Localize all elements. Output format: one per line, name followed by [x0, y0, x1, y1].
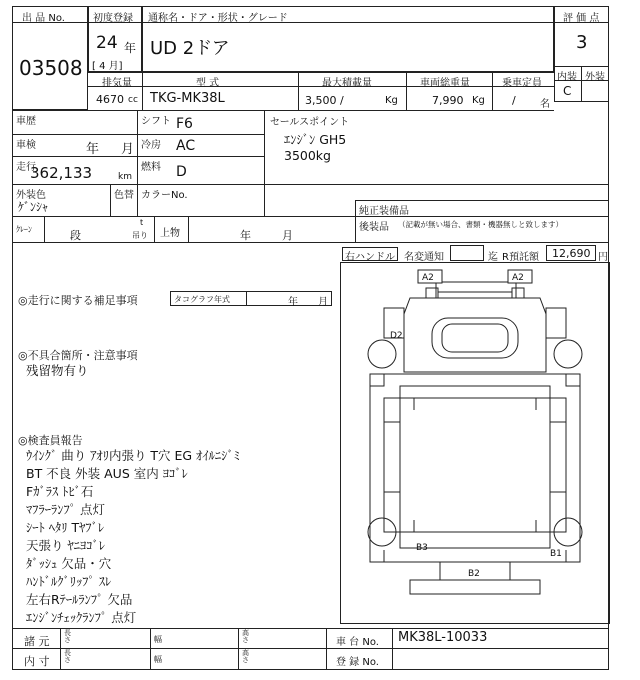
model-name: UD 2ドア: [150, 38, 230, 59]
displacement: 4670: [96, 93, 124, 106]
sales-point-line-1: ｴﾝｼﾞﾝ GH5: [284, 132, 347, 147]
damage-mark: B2: [468, 569, 480, 579]
shift-value: F6: [176, 116, 193, 132]
ac-label: 冷房: [141, 140, 161, 151]
displacement-label: 排気量: [102, 78, 132, 89]
gvw-kg-unit: Kg: [472, 95, 485, 106]
chassis-label: 車 台 No.: [336, 637, 379, 648]
truck-damage-diagram: [340, 262, 610, 624]
exterior-grade-label: 外装: [585, 72, 605, 83]
shift-label: シフト: [141, 116, 171, 127]
inspector-line: 左右Rﾃｰﾙﾗﾝﾌﾟ 欠品: [26, 592, 133, 607]
color-change-label: 色替: [114, 190, 134, 201]
cc-unit: cc: [128, 95, 138, 105]
aftermarket-label: 後装品: [359, 222, 389, 233]
fuel-value: D: [176, 164, 187, 180]
capacity: /: [512, 94, 516, 107]
exterior-color-label: 外装色: [16, 190, 46, 201]
first-reg-year-unit: 年: [124, 41, 137, 55]
first-reg-month: [ 4 月]: [92, 61, 123, 72]
recycle-deposit-label: R預託額: [502, 252, 539, 263]
interior-height-label: 高さ: [242, 649, 249, 664]
rating-value: 3: [576, 32, 588, 53]
model-code-label: 型 式: [196, 78, 220, 89]
defects-label: ◎不具合箇所・注意事項: [18, 349, 138, 362]
gvw-label: 車両総重量: [420, 78, 470, 89]
inspection-year-unit: 年: [86, 142, 100, 157]
damage-mark: D2: [390, 331, 403, 341]
inspector-line: ﾊﾝﾄﾞﾙｸﾞﾘｯﾌﾟ ｽﾚ: [26, 574, 112, 589]
max-load-label: 最大積載量: [322, 78, 372, 89]
right-hand-label: 右ハンドル: [345, 252, 395, 263]
upper-label: 上物: [160, 228, 180, 239]
inspector-line: Fｶﾞﾗｽ ﾄﾋﾞ石: [26, 484, 94, 499]
model-name-label: 通称名・ドア・形状・グレード: [148, 13, 288, 24]
interior-length-label: 長さ: [64, 649, 71, 664]
crane-tsuri: 吊り: [132, 231, 148, 240]
tacho-label: タコグラフ年式: [174, 295, 230, 304]
tacho-year: 年: [288, 297, 298, 308]
first-reg-year: 24: [96, 33, 118, 53]
first-reg-label: 初度登録: [93, 13, 133, 24]
upper-month: 月: [282, 229, 293, 242]
meter-change-label: 名変通知: [404, 252, 444, 263]
inspector-line: ｴﾝｼﾞﾝﾁｪｯｸﾗﾝﾌﾟ 点灯: [26, 610, 137, 625]
meter-change-box: [450, 245, 484, 261]
height-label: 高さ: [242, 629, 249, 644]
inspector-line: ｼｰﾄ ﾍﾀﾘ Tﾔﾌﾞﾚ: [26, 520, 105, 535]
until-label: 迄: [488, 252, 498, 263]
yen-unit: 円: [598, 252, 608, 263]
mileage-value: 362,133: [30, 164, 93, 182]
lot-label: 出 品 No.: [22, 13, 65, 24]
inspector-line: ﾏﾌﾗｰﾗﾝﾌﾟ 点灯: [26, 502, 105, 517]
exterior-color: ｹﾞﾝｼｬ: [18, 200, 49, 214]
interior-grade-label: 内装: [557, 72, 577, 83]
ac-value: AC: [176, 138, 196, 154]
defects-text: 残留物有り: [26, 363, 89, 378]
capacity-unit: 名: [540, 99, 550, 110]
length-label: 長さ: [64, 629, 71, 644]
crane-label: ｸﾚｰﾝ: [16, 225, 32, 234]
damage-mark: A2: [512, 273, 524, 283]
lot-number: 03508: [19, 56, 83, 80]
dims-label: 諸 元: [24, 635, 50, 648]
model-code: TKG-MK38L: [150, 91, 225, 106]
inspector-line: ﾀﾞｯｼｭ 欠品・穴: [26, 556, 112, 571]
width-label: 幅: [154, 635, 162, 644]
interior-dims-label: 内 寸: [24, 655, 50, 668]
crane-dan: 段: [70, 229, 81, 242]
tacho-month: 月: [318, 297, 328, 308]
chassis-number: MK38L-10033: [398, 630, 488, 645]
inspector-line: 天張り ﾔﾆﾖｺﾞﾚ: [26, 538, 105, 553]
rating-label: 評 価 点: [563, 13, 600, 24]
gvw: 7,990: [432, 94, 464, 107]
color-code-label: カラーNo.: [141, 190, 188, 201]
inspector-line: ｳｲﾝｸﾞ 曲り ｱｵﾘ内張り T穴 EG ｵｲﾙﾆｼﾞﾐ: [26, 448, 240, 463]
sales-point-label: セールスポイント: [270, 117, 350, 128]
max-load: 3,500 /: [305, 94, 344, 107]
interior-grade: C: [563, 84, 572, 98]
recycle-deposit: 12,690: [552, 247, 591, 260]
fuel-label: 燃料: [141, 162, 161, 173]
capacity-label: 乗車定員: [502, 78, 542, 89]
damage-mark: B1: [550, 549, 562, 559]
inspection-label: 車検: [16, 140, 36, 151]
inspection-month-unit: 月: [121, 142, 135, 157]
interior-width-label: 幅: [154, 655, 162, 664]
aftermarket-note: （記載が無い場合、書類・機器無しと致します）: [398, 220, 563, 229]
inspector-label: ◎検査員報告: [18, 434, 83, 447]
mileage-label: 走行: [16, 162, 36, 173]
crane-t: t: [140, 218, 144, 227]
km-unit: km: [118, 172, 132, 182]
registration-label: 登 録 No.: [336, 657, 379, 668]
supplement-label: ◎走行に関する補足事項: [18, 294, 138, 307]
inspector-line: BT 不良 外装 AUS 室内 ﾖｺﾞﾚ: [26, 466, 188, 481]
genuine-equipment-label: 純正装備品: [359, 206, 409, 217]
sales-point-line-2: 3500kg: [284, 148, 331, 163]
history-label: 車歴: [16, 116, 36, 127]
damage-mark: B3: [416, 543, 428, 553]
damage-mark: A2: [422, 273, 434, 283]
upper-year: 年: [240, 229, 251, 242]
kg-unit: Kg: [385, 95, 398, 106]
